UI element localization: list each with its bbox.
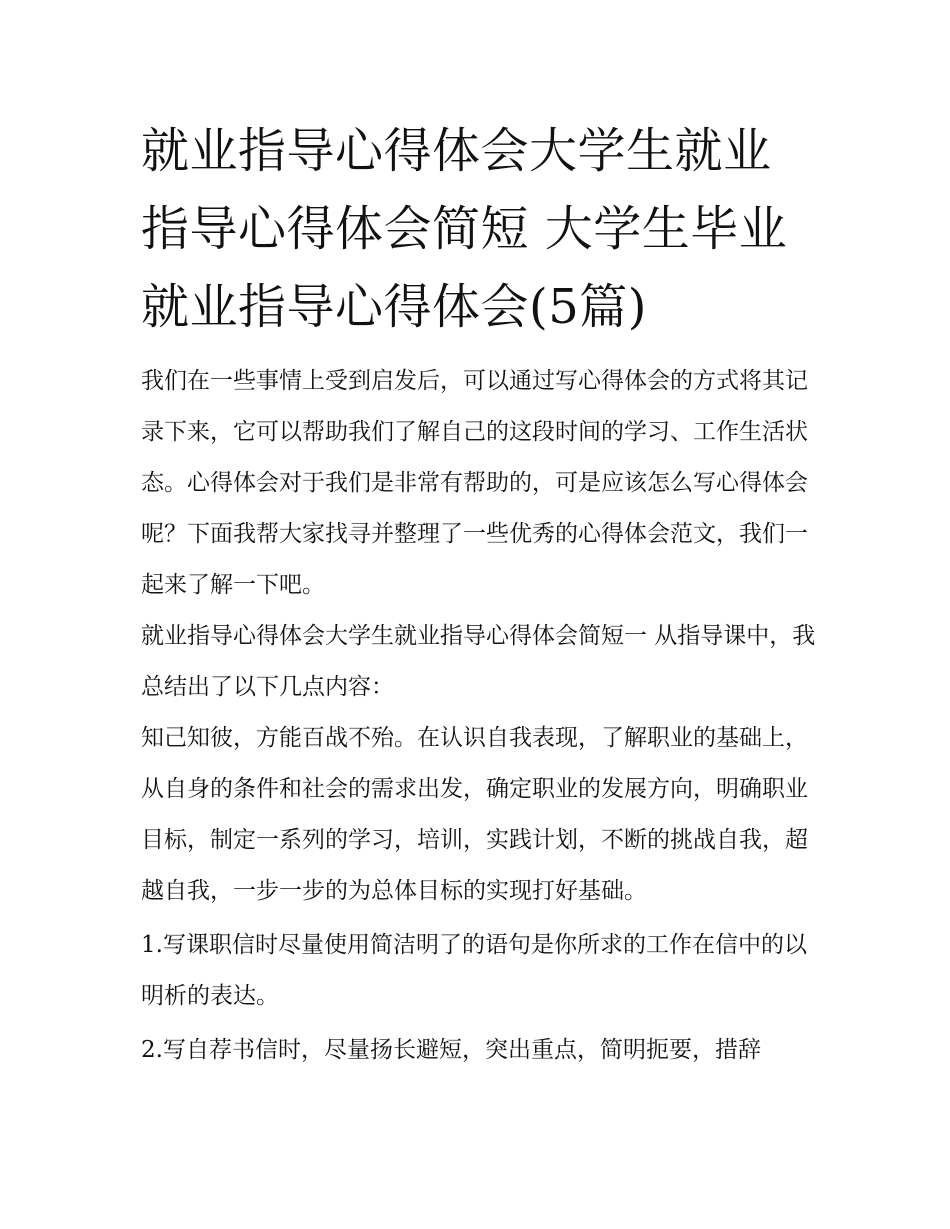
document-title: 就业指导心得体会大学生就业指导心得体会简短 大学生毕业就业指导心得体会(5篇) (141, 123, 788, 335)
paragraph-intro: 我们在一些事情上受到启发后，可以通过写心得体会的方式将其记录下来，它可以帮助我们了解自己的这段时间的学习、工作生活状态。心得体会对于我们是非常有帮助的，可是应该怎么写心得体会呢？下面我帮大家找寻并整理了一些优秀的心得体会范文，我们一起来了解一下吧。 (141, 368, 808, 598)
document-body (141, 112, 816, 1076)
paragraph-item-2: 2.写自荐书信时，尽量扬长避短，突出重点，简明扼要，措辞 (141, 1037, 761, 1063)
paragraph-section-one-heading: 就业指导心得体会大学生就业指导心得体会简短一 从指导课中，我总结出了以下几点内容： (141, 623, 816, 700)
paragraph-know-yourself: 知己知彼，方能百战不殆。在认识自我表现，了解职业的基础上，从自身的条件和社会的需求出发，确定职业的发展方向，明确职业目标，制定一系列的学习，培训，实践计划，不断的挑战自我，超越自我，一步一步的为总体目标的实现打好基础。 (141, 725, 808, 904)
paragraph-item-1: 1.写课职信时尽量使用简洁明了的语句是你所求的工作在信中的以明析的表达。 (141, 932, 807, 1009)
